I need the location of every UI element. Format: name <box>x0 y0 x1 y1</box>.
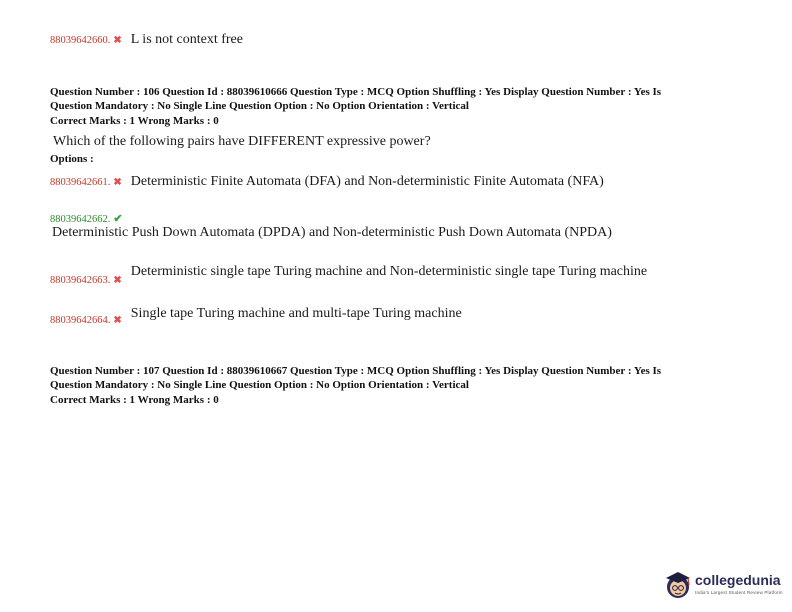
option-text: Deterministic single tape Turing machine and Non-deterministic single tape Turing machine <box>130 264 648 279</box>
cross-icon: ✖ <box>113 177 122 188</box>
check-icon: ✔ <box>113 213 123 225</box>
option-row <box>50 172 604 190</box>
option-id: 88039642660. <box>50 35 111 46</box>
question-meta <box>50 365 661 408</box>
cross-icon: ✖ <box>113 315 122 326</box>
cross-icon: ✖ <box>113 275 122 286</box>
option-row <box>50 304 462 326</box>
graduate-mascot-icon <box>664 570 692 600</box>
option-id: 88039642661. <box>50 177 111 188</box>
question-meta-line: Question Mandatory : No Single Line Question Option : No Option Orientation : Vertical <box>50 99 469 112</box>
logo-tagline: India's Largest Student Review Platform <box>695 590 783 595</box>
option-row <box>50 30 243 48</box>
question-meta <box>50 86 661 129</box>
option-text: L is not context free <box>130 32 243 47</box>
option-text: Deterministic Finite Automata (DFA) and Non-deterministic Finite Automata (NFA) <box>130 174 604 189</box>
question-text: Which of the following pairs have DIFFERENT expressive power? <box>53 134 431 149</box>
logo-name: collegedunia <box>695 572 781 588</box>
option-id: 88039642663. <box>50 275 111 286</box>
option-id: 88039642664. <box>50 315 111 326</box>
option-row <box>50 262 648 286</box>
cross-icon: ✖ <box>113 35 122 46</box>
options-label: Options : <box>50 153 94 165</box>
option-text: Deterministic Push Down Automata (DPDA) and Non-deterministic Push Down Automata (NPDA) <box>52 225 612 240</box>
question-marks: Correct Marks : 1 Wrong Marks : 0 <box>50 115 219 127</box>
option-text: Single tape Turing machine and multi-tape Turing machine <box>130 306 462 321</box>
collegedunia-logo <box>664 570 786 602</box>
question-meta-line: Question Number : 106 Question Id : 88039610666 Question Type : MCQ Option Shuffling : Yes Display Question Number : Yes Is <box>50 86 662 98</box>
option-id: 88039642662. <box>50 214 111 225</box>
question-marks: Correct Marks : 1 Wrong Marks : 0 <box>50 394 219 406</box>
question-meta-line: Question Number : 107 Question Id : 88039610667 Question Type : MCQ Option Shuffling : Yes Display Question Number : Yes Is <box>50 365 662 377</box>
question-meta-line: Question Mandatory : No Single Line Question Option : No Option Orientation : Vertical <box>50 378 469 391</box>
